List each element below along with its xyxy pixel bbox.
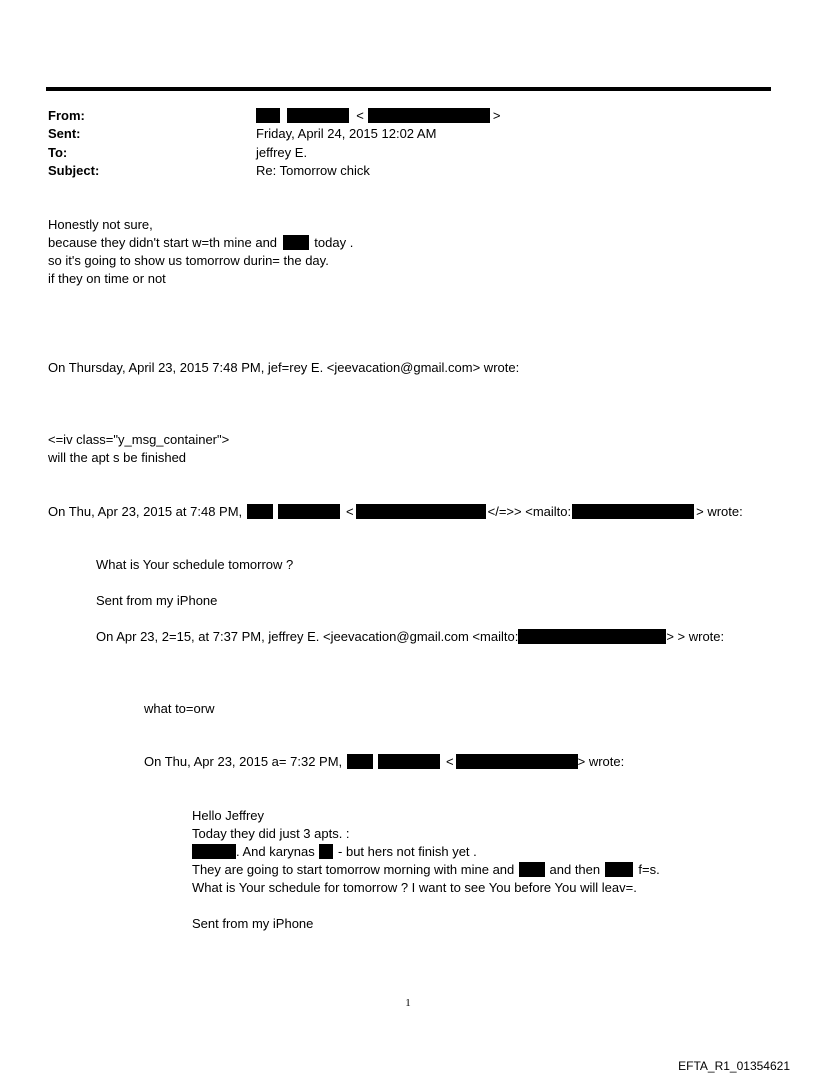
quote-text: On Apr 23, 2=15, at 7:37 PM, jeffrey E. <jeevacation@gmail.com <mailto: <box>96 629 519 644</box>
quote-text: < <box>446 754 454 769</box>
quote-line <box>192 861 660 879</box>
redaction-box <box>347 754 373 769</box>
redaction-box <box>192 844 236 859</box>
quote-line: will the apt s be finished <box>48 450 187 465</box>
quote-header <box>48 503 743 521</box>
quote-header: On Thursday, April 23, 2015 7:48 PM, jef=rey E. <jeevacation@gmail.com> wrote: <box>48 360 520 375</box>
redaction-box <box>356 504 486 519</box>
from-close-bracket: > <box>492 108 501 123</box>
from-open-bracket: < <box>356 108 364 123</box>
quote-line: What is Your schedule tomorrow ? <box>96 557 294 572</box>
sent-label: Sent: <box>48 126 81 141</box>
quote-line: <=iv class="y_msg_container"> <box>48 432 230 447</box>
redaction-box <box>287 108 349 123</box>
quote-header <box>96 628 724 646</box>
quote-text: On Thu, Apr 23, 2015 at 7:48 PM, <box>48 504 243 519</box>
body-line: so it's going to show us tomorrow durin= the day. <box>48 253 329 268</box>
quote-line: Sent from my iPhone <box>96 593 218 608</box>
redaction-box <box>518 629 666 644</box>
quote-text: > wrote: <box>577 754 625 769</box>
redaction-box <box>378 754 440 769</box>
to-label: To: <box>48 145 68 160</box>
quote-text: > wrote: <box>696 504 743 519</box>
to-value: jeffrey E. <box>256 145 308 160</box>
body-line: if they on time or not <box>48 271 166 286</box>
subject-label: Subject: <box>48 163 100 178</box>
redaction-box <box>278 504 340 519</box>
body-text: today . <box>314 235 354 250</box>
quote-line <box>192 843 477 861</box>
redaction-box <box>319 844 333 859</box>
quote-line: Hello Jeffrey <box>192 808 265 823</box>
quote-text: > > wrote: <box>666 629 725 644</box>
redaction-box <box>247 504 273 519</box>
redaction-box <box>456 754 578 769</box>
subject-value: Re: Tomorrow chick <box>256 163 370 178</box>
body-line <box>48 234 353 252</box>
redaction-box <box>519 862 545 877</box>
redaction-box <box>572 504 694 519</box>
sent-value: Friday, April 24, 2015 12:02 AM <box>256 126 437 141</box>
redaction-box <box>256 108 280 123</box>
quote-text: - but hers not finish yet . <box>338 844 477 859</box>
redaction-box <box>283 235 309 250</box>
from-value <box>256 107 500 125</box>
quote-line: Today they did just 3 apts. : <box>192 826 350 841</box>
quote-text: and then <box>549 862 601 877</box>
quote-text: f=s. <box>638 862 660 877</box>
body-line: Honestly not sure, <box>48 217 153 232</box>
from-label: From: <box>48 108 85 123</box>
quote-text: < <box>346 504 354 519</box>
redaction-box <box>605 862 633 877</box>
quote-line: what to=orw <box>144 701 215 716</box>
page-number: 1 <box>405 997 411 1009</box>
quote-text: . And karynas <box>236 844 315 859</box>
quote-text: On Thu, Apr 23, 2015 a= 7:32 PM, <box>144 754 343 769</box>
quote-text: </=>> <mailto: <box>487 504 572 519</box>
body-text: because they didn't start w=th mine and <box>48 235 278 250</box>
quote-header <box>144 753 624 771</box>
quote-text: They are going to start tomorrow morning with mine and <box>192 862 515 877</box>
header-divider <box>46 87 771 91</box>
quote-line: Sent from my iPhone <box>192 916 314 931</box>
quote-line: What is Your schedule for tomorrow ? I want to see You before You will leav=. <box>192 880 637 895</box>
redaction-box <box>368 108 490 123</box>
document-id: EFTA_R1_01354621 <box>678 1059 790 1073</box>
